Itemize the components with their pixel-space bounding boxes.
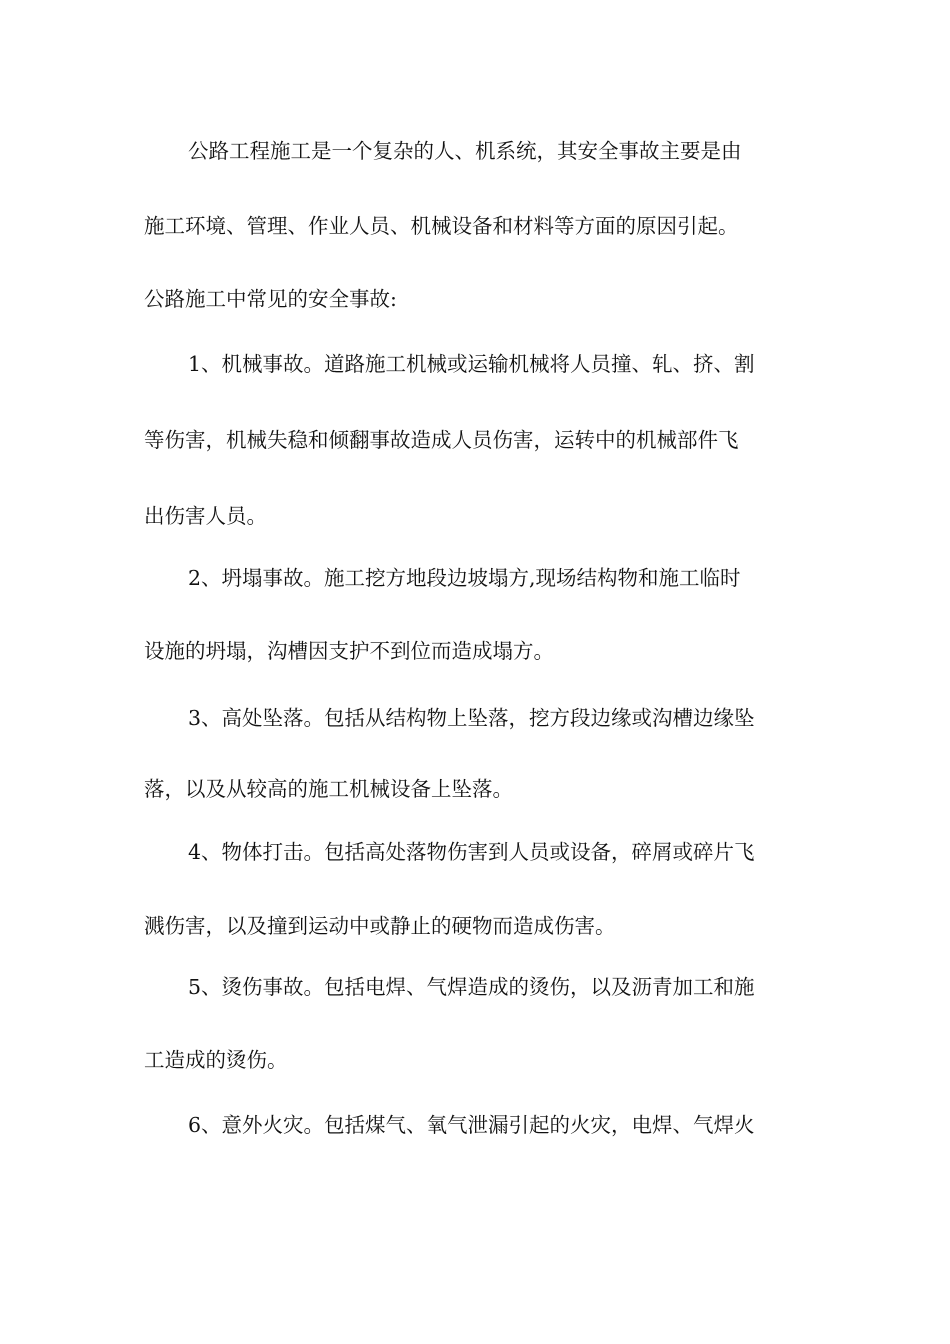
paragraph-intro-line-2: 施工环境、管理、作业人员、机械设备和材料等方面的原因引起。 <box>144 214 739 238</box>
item-4-line-1: 4、物体打击。包括高处落物伤害到人员或设备，碎屑或碎片飞 <box>188 840 755 864</box>
section-heading: 公路施工中常见的安全事故: <box>144 287 397 311</box>
item-4-line-2: 溅伤害，以及撞到运动中或静止的硬物而造成伤害。 <box>144 914 616 938</box>
item-1-line-3: 出伤害人员。 <box>144 504 267 528</box>
item-1-line-1: 1、机械事故。道路施工机械或运输机械将人员撞、轧、挤、割 <box>188 352 755 376</box>
item-5-line-2: 工造成的烫伤。 <box>144 1048 288 1072</box>
item-3-line-1: 3、高处坠落。包括从结构物上坠落，挖方段边缘或沟槽边缘坠 <box>188 706 755 730</box>
item-3-line-2: 落，以及从较高的施工机械设备上坠落。 <box>144 777 513 801</box>
paragraph-intro-line-1: 公路工程施工是一个复杂的人、机系统，其安全事故主要是由 <box>188 139 742 163</box>
item-5-line-1: 5、烫伤事故。包括电焊、气焊造成的烫伤，以及沥青加工和施 <box>188 975 755 999</box>
item-2-line-2: 设施的坍塌，沟槽因支护不到位而造成塌方。 <box>144 639 554 663</box>
item-2-line-1: 2、坍塌事故。施工挖方地段边坡塌方,现场结构物和施工临时 <box>188 566 741 590</box>
item-1-line-2: 等伤害，机械失稳和倾翻事故造成人员伤害，运转中的机械部件飞 <box>144 428 739 452</box>
item-6-line-1: 6、意外火灾。包括煤气、氧气泄漏引起的火灾，电焊、气焊火 <box>188 1113 755 1137</box>
